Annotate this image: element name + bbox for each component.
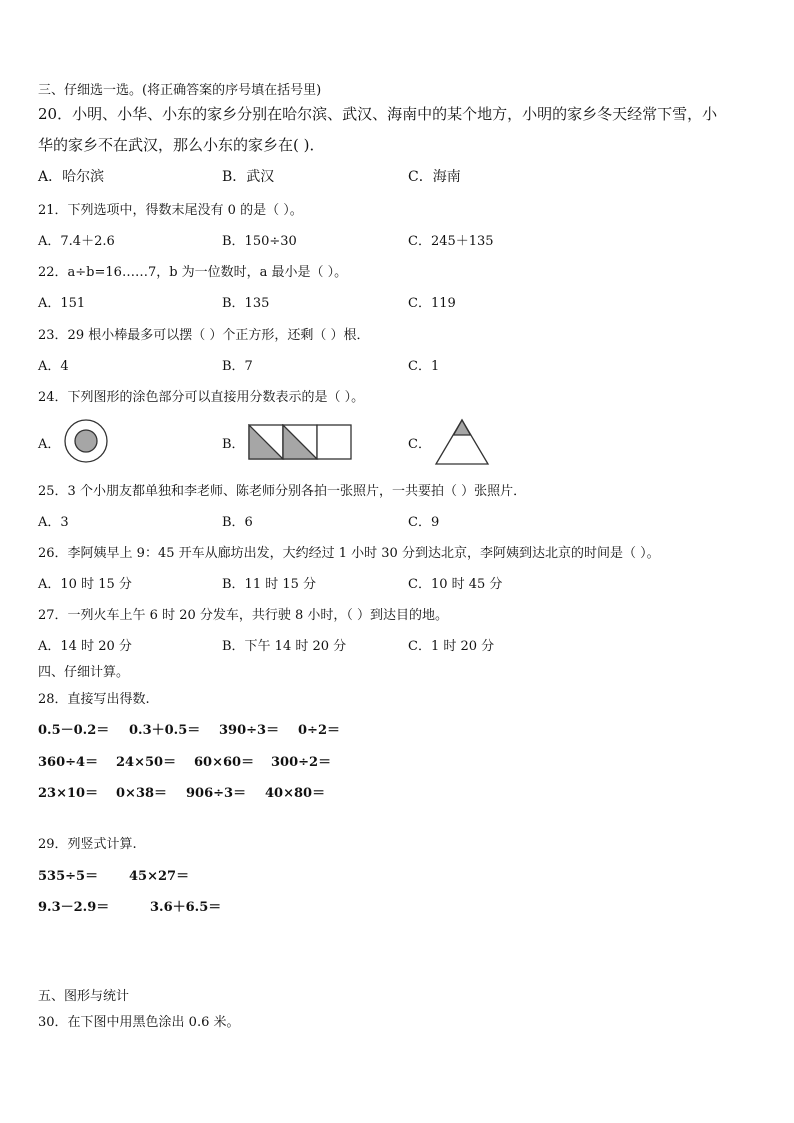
question-22-option-b: B．135: [222, 296, 270, 311]
inner-shaded-circle: [75, 430, 97, 452]
figure-a-circles: [63, 418, 109, 464]
calc-item: 390÷3＝: [219, 723, 280, 738]
question-20-line-2: 华的家乡不在武汉，那么小东的家乡在( )．: [38, 136, 325, 154]
question-26-option-b: B．11 时 15 分: [222, 577, 317, 592]
question-26-option-c: C．10 时 45 分: [408, 577, 503, 592]
question-21-option-c: C．245＋135: [408, 234, 494, 249]
question-22-option-a: A．151: [38, 296, 86, 311]
calc-item: 45×27＝: [129, 869, 190, 884]
calc-item: 0×38＝: [116, 786, 168, 801]
question-21-option-a: A．7.4＋2.6: [38, 234, 115, 249]
question-24-option-a: A．: [38, 437, 61, 452]
question-25-option-b: B．6: [222, 515, 253, 530]
question-20-option-c: C．海南: [408, 169, 461, 185]
question-27-option-a: A．14 时 20 分: [38, 639, 132, 654]
calc-item: 3.6＋6.5＝: [150, 900, 222, 915]
calc-item: 906÷3＝: [186, 786, 247, 801]
calc-item: 0.5－0.2＝: [38, 723, 110, 738]
question-20-line-1: 20．小明、小华、小东的家乡分别在哈尔滨、武汉、海南中的某个地方，小明的家乡冬天经常下雪，小: [38, 105, 718, 123]
calc-item: 24×50＝: [116, 755, 177, 770]
section-5-title: 五、图形与统计: [38, 989, 130, 1004]
figure-c-triangle: [434, 418, 490, 466]
calc-item: 300÷2＝: [271, 755, 332, 770]
figure-b-squares: [248, 424, 352, 460]
calc-item: 40×80＝: [265, 786, 326, 801]
calc-item: 23×10＝: [38, 786, 99, 801]
question-29-text: 29．列竖式计算.: [38, 837, 137, 852]
question-21-option-b: B．150÷30: [222, 234, 297, 249]
question-20-option-a: A．哈尔滨: [38, 169, 105, 185]
question-24-text: 24．下列图形的涂色部分可以直接用分数表示的是（ ）。: [38, 390, 365, 405]
question-26-option-a: A．10 时 15 分: [38, 577, 132, 592]
question-28-text: 28．直接写出得数.: [38, 692, 150, 707]
calc-item: 360÷4＝: [38, 755, 99, 770]
question-25-text: 25．3 个小朋友都单独和李老师、陈老师分别各拍一张照片，一共要拍（ ）张照片．: [38, 484, 527, 499]
question-30-text: 30．在下图中用黑色涂出 0.6 米。: [38, 1015, 240, 1030]
calc-item: 9.3－2.9＝: [38, 900, 110, 915]
question-21-text: 21．下列选项中，得数末尾没有 0 的是（ ）。: [38, 203, 303, 218]
question-24-option-c: C．: [408, 437, 431, 452]
question-27-option-b: B．下午 14 时 20 分: [222, 639, 347, 654]
question-27-text: 27．一列火车上午 6 时 20 分发车，共行驶 8 小时，（ ）到达目的地。: [38, 608, 449, 623]
calc-item: 60×60＝: [194, 755, 255, 770]
question-22-text: 22．a÷b=16……7，b 为一位数时，a 最小是（ ）。: [38, 265, 348, 280]
square-3: [317, 425, 351, 459]
question-25-option-c: C．9: [408, 515, 440, 530]
calc-item: 0÷2＝: [298, 723, 340, 738]
question-22-option-c: C．119: [408, 296, 456, 311]
question-23-text: 23．29 根小棒最多可以摆（ ）个正方形，还剩（ ）根．: [38, 328, 370, 343]
calc-item: 535÷5＝: [38, 869, 99, 884]
question-23-option-a: A．4: [38, 359, 69, 374]
question-20-option-b: B．武汉: [222, 169, 275, 185]
question-23-option-c: C．1: [408, 359, 440, 374]
calc-item: 0.3＋0.5＝: [129, 723, 201, 738]
question-27-option-c: C．1 时 20 分: [408, 639, 495, 654]
question-24-option-b: B．: [222, 437, 245, 452]
question-25-option-a: A．3: [38, 515, 69, 530]
section-3-title: 三、仔细选一选。(将正确答案的序号填在括号里): [38, 83, 322, 98]
section-4-title: 四、仔细计算。: [38, 665, 130, 680]
question-26-text: 26．李阿姨早上 9：45 开车从廊坊出发，大约经过 1 小时 30 分到达北京，李阿姨到达北京的时间是（ ）。: [38, 546, 660, 561]
question-23-option-b: B．7: [222, 359, 253, 374]
shaded-top-triangle: [454, 420, 471, 435]
